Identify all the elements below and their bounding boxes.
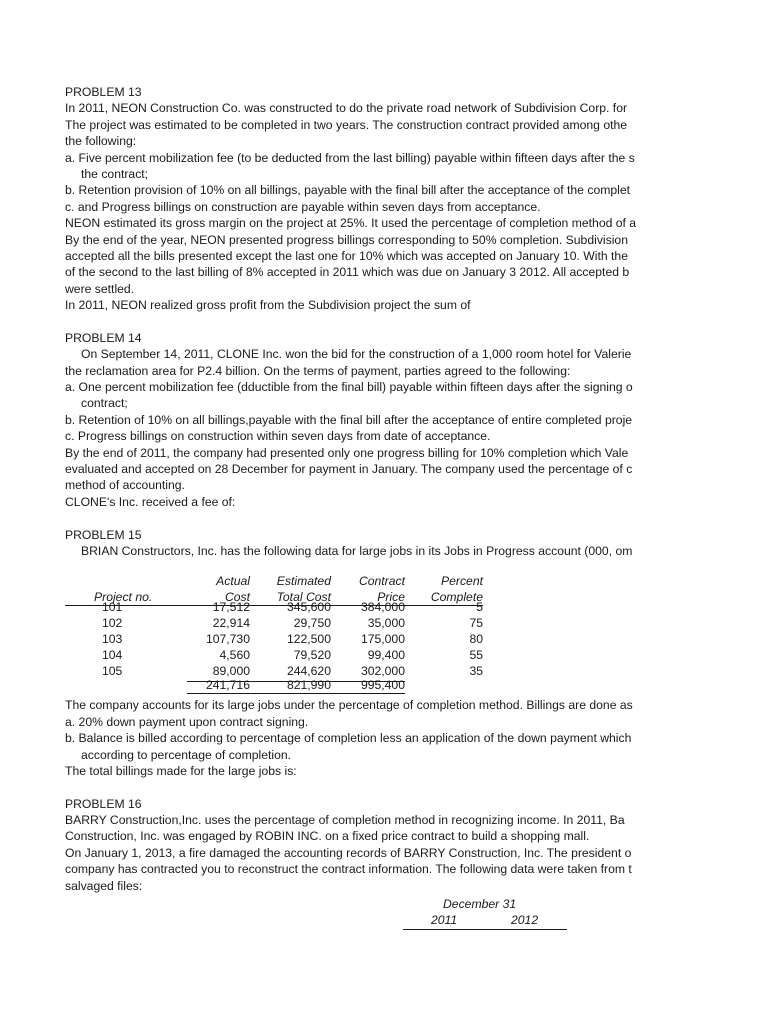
p15-line: according to percentage of completion.	[81, 747, 292, 762]
p13-line: In 2011, NEON Construction Co. was constructed to do the private road network of Subdivision Corp. for	[65, 101, 628, 116]
header-actual: Actual	[216, 574, 250, 589]
cell-percent: 35	[469, 664, 483, 679]
header-complete: Complete	[430, 590, 483, 605]
cell-price: 302,000	[360, 664, 405, 679]
december-31-header: December 31	[443, 897, 517, 912]
cell-project: 101	[102, 600, 123, 615]
totals-rule-bottom	[187, 693, 405, 694]
cell-price: 35,000	[367, 616, 405, 631]
total-price: 995,400	[360, 678, 405, 693]
cell-price: 99,400	[367, 648, 405, 663]
p13-line: were settled.	[65, 281, 135, 296]
p14-line: By the end of 2011, the company had presented only one progress billing for 10% completion which Vale	[65, 445, 629, 460]
p13-line: In 2011, NEON realized gross profit from the Subdivision project the sum of	[65, 298, 471, 313]
cell-actual: 17,512	[212, 600, 250, 615]
p14-line: a. One percent mobilization fee (dductible from the final bill) payable within fifteen days after the signing o	[65, 380, 633, 395]
cell-actual: 4,560	[219, 648, 250, 663]
header-total-cost: Total Cost	[276, 590, 331, 605]
cell-estimated: 345,600	[286, 600, 331, 615]
p16-line: company has contracted you to reconstruct the contract information. The following data were taken from t	[65, 862, 632, 877]
year-2011: 2011	[431, 913, 458, 928]
cell-percent: 75	[469, 616, 483, 631]
header-project-no: Project no.	[94, 590, 153, 605]
p13-line: the following:	[65, 134, 137, 149]
cell-actual: 89,000	[212, 664, 250, 679]
cell-project: 102	[102, 616, 123, 631]
cell-percent: 5	[476, 600, 483, 615]
p13-line: of the second to the last billing of 8% accepted in 2011 which was due on January 3 2012. All accepted b	[65, 265, 630, 280]
cell-actual: 22,914	[212, 616, 250, 631]
total-estimated: 821,990	[286, 678, 331, 693]
cell-estimated: 79,520	[293, 648, 331, 663]
cell-price: 384,000	[360, 600, 405, 615]
cell-percent: 80	[469, 632, 483, 647]
p16-line: salvaged files:	[65, 878, 143, 893]
p14-line: contract;	[81, 396, 128, 411]
december-header-block	[65, 894, 651, 934]
cell-project: 104	[102, 648, 123, 663]
year-header-rule	[403, 929, 567, 930]
year-2012: 2012	[511, 913, 539, 928]
problem-13-title: PROBLEM 13	[65, 85, 142, 99]
document-page	[65, 84, 651, 934]
p14-line: evaluated and accepted on 28 December for payment in January. The company used the percentage of c	[65, 461, 633, 476]
p14-line: the reclamation area for P2.4 billion. On the terms of payment, parties agreed to the following:	[65, 363, 571, 378]
cell-estimated: 122,500	[286, 632, 331, 647]
total-actual: 241,716	[205, 678, 250, 693]
p16-line: BARRY Construction,Inc. uses the percentage of completion method in recognizing income. In 2011, Ba	[65, 813, 625, 828]
p15-line: b. Balance is billed according to percentage of completion less an application of the down payment which	[65, 731, 632, 746]
header-percent: Percent	[440, 574, 483, 589]
p14-line: c. Progress billings on construction within seven days from date of acceptance.	[65, 429, 491, 444]
cell-estimated: 29,750	[293, 616, 331, 631]
jobs-table	[65, 573, 651, 717]
spacer	[65, 779, 651, 795]
p13-line: c. and Progress billings on construction are payable within seven days from acceptance.	[65, 199, 541, 214]
cell-price: 175,000	[360, 632, 405, 647]
header-price: Price	[377, 590, 405, 605]
cell-actual: 107,730	[205, 632, 250, 647]
header-contract: Contract	[358, 574, 405, 589]
problem-15-title: PROBLEM 15	[65, 527, 142, 542]
header-estimated: Estimated	[276, 574, 331, 589]
p14-line: CLONE's Inc. received a fee of:	[65, 494, 236, 509]
p16-line: On January 1, 2013, a fire damaged the accounting records of BARRY Construction, Inc. The president o	[65, 845, 632, 860]
p16-line: Construction, Inc. was engaged by ROBIN INC. on a fixed price contract to build a shopping mall.	[65, 829, 590, 844]
cell-percent: 55	[469, 648, 483, 663]
cell-project: 105	[102, 664, 123, 679]
p13-line: a. Five percent mobilization fee (to be deducted from the last billing) payable within fifteen days after the s	[65, 150, 635, 165]
p13-line: The project was estimated to be completed in two years. The construction contract provided among othe	[65, 117, 628, 132]
p13-line: accepted all the bills presented except the last one for 10% which was accepted on January 10. With the	[65, 248, 628, 263]
p14-line: On September 14, 2011, CLONE Inc. won the bid for the construction of a 1,000 room hotel for Valerie	[81, 347, 632, 362]
p13-line: By the end of the year, NEON presented progress billings corresponding to 50% completion. Subdivision	[65, 232, 628, 247]
spacer	[65, 313, 651, 329]
p15-line: The company accounts for its large jobs under the percentage of completion method. Billings are done as	[65, 698, 633, 713]
p13-line: the contract;	[81, 166, 149, 181]
cell-project: 103	[102, 632, 123, 647]
p14-line: b. Retention of 10% on all billings,payable with the final bill after the acceptance of entire completed proje	[65, 412, 633, 427]
problem-14-title: PROBLEM 14	[65, 330, 142, 345]
p13-line: NEON estimated its gross margin on the project at 25%. It used the percentage of completion method of a	[65, 216, 637, 231]
p15-intro: BRIAN Constructors, Inc. has the following data for large jobs in its Jobs in Progress account (000, om	[81, 543, 633, 558]
p15-line: The total billings made for the large jobs is:	[65, 763, 297, 778]
problem-16-title: PROBLEM 16	[65, 796, 142, 811]
header-cost: Cost	[224, 590, 250, 605]
p14-line: method of accounting.	[65, 478, 185, 493]
cell-estimated: 244,620	[286, 664, 331, 679]
p15-line: a. 20% down payment upon contract signing.	[65, 714, 309, 729]
p13-line: b. Retention provision of 10% on all billings, payable with the final bill after the acceptance of the complet	[65, 183, 631, 198]
spacer	[65, 510, 651, 526]
